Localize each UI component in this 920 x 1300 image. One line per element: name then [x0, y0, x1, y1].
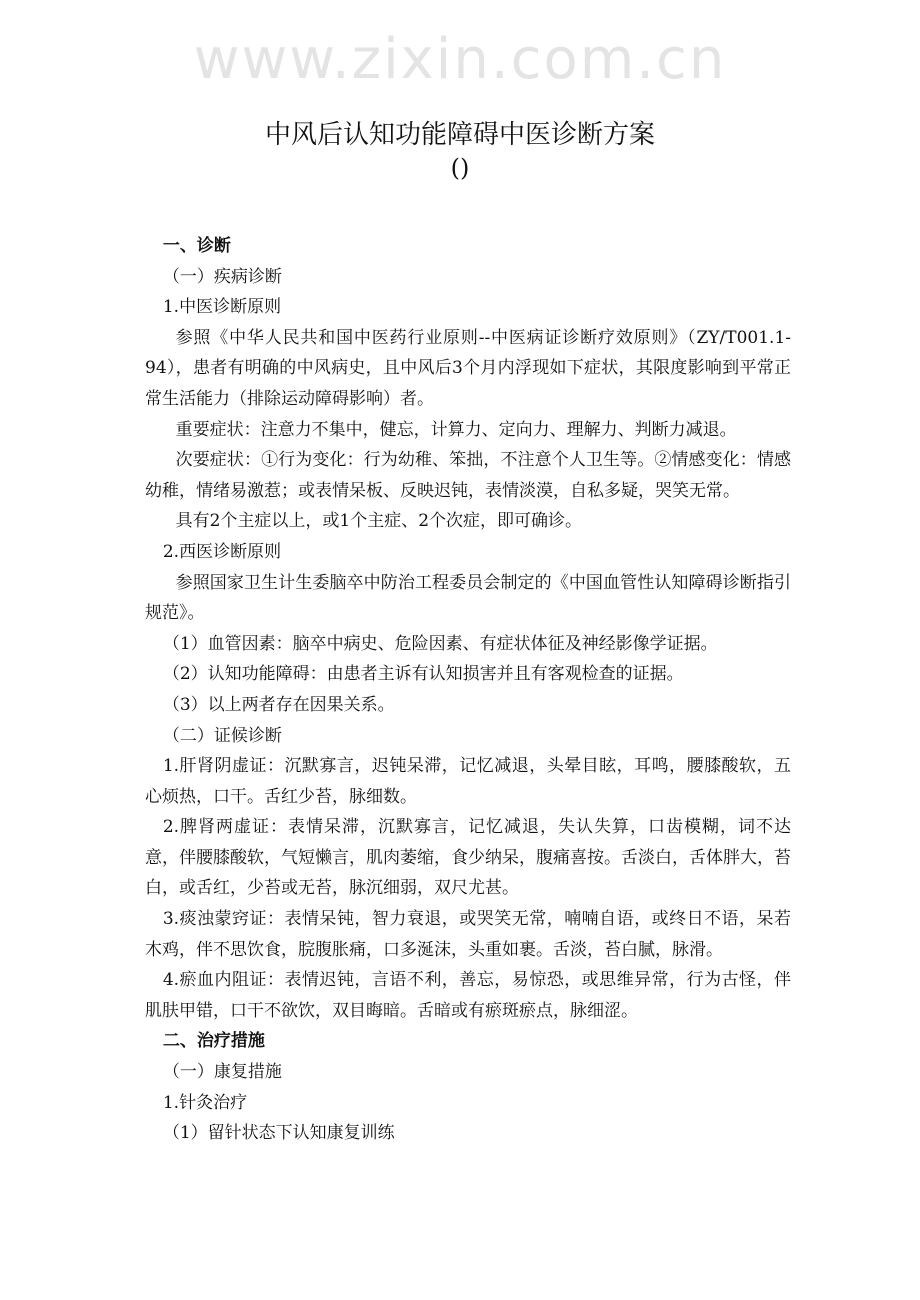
- paragraph: 1.针灸治疗: [162, 1092, 248, 1113]
- document-subtitle: (): [450, 154, 470, 182]
- paragraph: 1.肝肾阴虚证：沉默寡言，迟钝呆滞，记忆减退，头晕目眩，耳鸣，腰膝酸软，五心烦热，口干。舌红少苔，脉细数。: [145, 756, 791, 807]
- section-heading: 二、治疗措施: [162, 1031, 265, 1052]
- paragraph: 参照国家卫生计生委脑卒中防治工程委员会制定的《中国血管性认知障碍诊断指引规范》。: [145, 572, 791, 624]
- paragraph: 2.脾肾两虚证：表情呆滞，沉默寡言，记忆减退，失认失算，口齿模糊，词不达意，伴腰膝酸软，气短懒言，肌肉萎缩，食少纳呆，腹痛喜按。舌淡白，舌体胖大，苔白，或舌红，少苔或无苔，脉沉细弱，双尺尤甚。: [145, 817, 791, 899]
- paragraph: （1）血管因素：脑卒中病史、危险因素、有症状体征及神经影像学证据。: [162, 633, 718, 654]
- paragraph: （二）证候诊断: [162, 725, 282, 746]
- paragraph: 重要症状：注意力不集中，健忘，计算力、定向力、理解力、判断力减退。: [175, 419, 737, 440]
- paragraph: 1.中医诊断原则: [162, 297, 282, 318]
- document-body: [145, 231, 791, 1149]
- paragraph: （一）康复措施: [162, 1062, 282, 1083]
- paragraph: （1）留针状态下认知康复训练: [162, 1123, 395, 1144]
- paragraph: 具有2个主症以上，或1个主症、2个次症，即可确诊。: [175, 511, 583, 532]
- paragraph: 4.瘀血内阻证：表情迟钝，言语不利，善忘，易惊恐，或思维异常，行为古怪，伴肌肤甲错，口干不欲饮，双目晦暗。舌暗或有瘀斑瘀点，脉细涩。: [145, 970, 791, 1021]
- paragraph: （3）以上两者存在因果关系。: [162, 694, 395, 715]
- paragraph: 次要症状：①行为变化：行为幼稚、笨拙，不注意个人卫生等。②情感变化：情感幼稚，情绪易激惹；或表情呆板、反映迟钝，表情淡漠，自私多疑，哭笑无常。: [145, 450, 791, 501]
- document-title: 中风后认知功能障碍中医诊断方案: [264, 120, 655, 150]
- paragraph: （2）认知功能障碍：由患者主诉有认知损害并且有客观检查的证据。: [162, 664, 684, 685]
- paragraph: 参照《中华人民共和国中医药行业原则--中医病证诊断疗效原则》（ZY/T001.1-94），患者有明确的中风病史，且中风后3个月内浮现如下症状，其限度影响到平常正常生活能力（排除运动障碍影响）者。: [145, 327, 791, 409]
- watermark: www.zixin.com.cn: [193, 27, 727, 92]
- paragraph: 3.痰浊蒙窍证：表情呆钝，智力衰退，或哭笑无常，喃喃自语，或终日不语，呆若木鸡，伴不思饮食，脘腹胀痛，口多涎沫，头重如裹。舌淡，苔白腻，脉滑。: [145, 909, 791, 960]
- paragraph: 2.西医诊断原则: [162, 541, 282, 562]
- paragraph: （一）疾病诊断: [162, 266, 282, 287]
- section-heading: 一、诊断: [162, 236, 231, 256]
